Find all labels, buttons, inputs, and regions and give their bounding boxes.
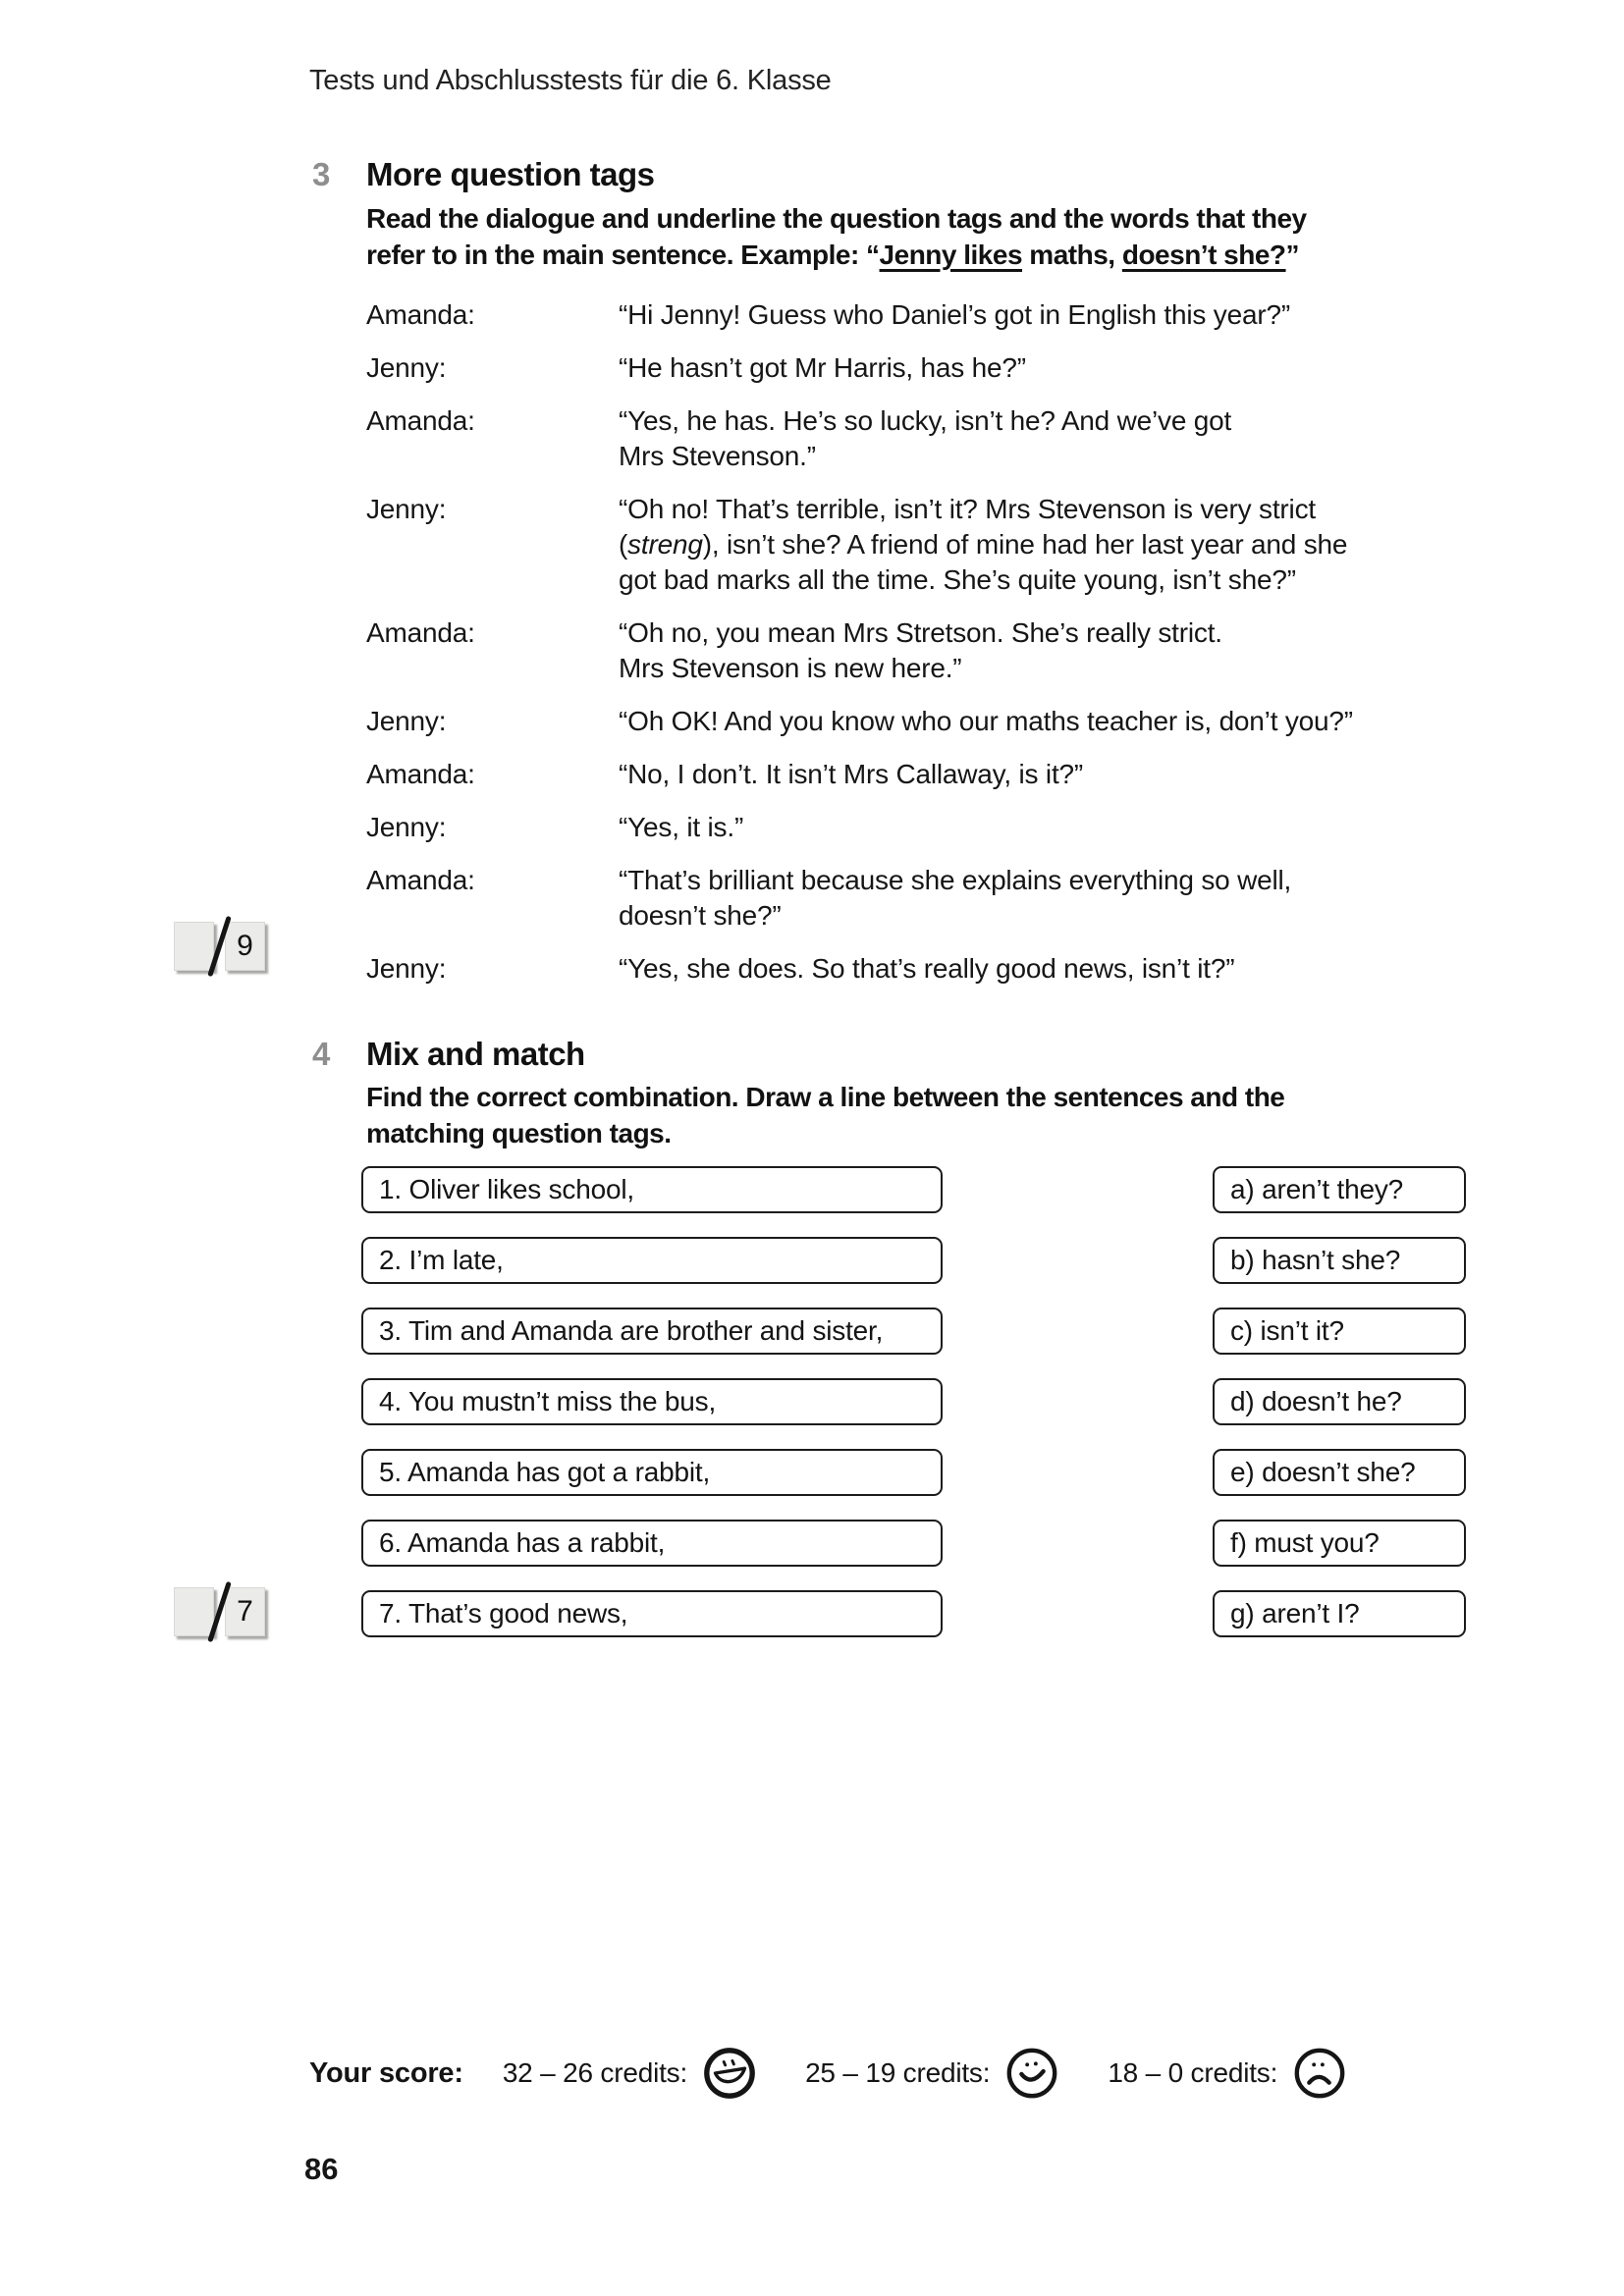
match-sentence-box-6[interactable]: 6. Amanda has a rabbit,: [361, 1520, 943, 1567]
dialogue-speaker: Jenny:: [366, 812, 447, 842]
score-widget-section3: [174, 915, 265, 978]
score-widget-section4: [174, 1580, 265, 1643]
dialogue-text: “Hi Jenny! Guess who Daniel’s got in English this year?”: [619, 299, 1290, 330]
match-sentence-box-3[interactable]: 3. Tim and Amanda are brother and sister,: [361, 1308, 943, 1355]
dialogue-speaker: Amanda:: [366, 865, 475, 895]
dialogue-turn: [366, 863, 1353, 934]
match-tag-box-a[interactable]: a) aren’t they?: [1213, 1166, 1466, 1213]
score-input-box[interactable]: [174, 1587, 214, 1636]
german-gloss: streng: [627, 529, 703, 560]
score-max-box: 7: [225, 1587, 265, 1636]
dialogue-text: “Oh OK! And you know who our maths teacher is, don’t you?”: [619, 706, 1353, 736]
example-underlined-tag: doesn’t she?: [1121, 240, 1286, 270]
score-range-low: 18 – 0 credits:: [1108, 2057, 1278, 2088]
dialogue-text: “Yes, he has. He’s so lucky, isn’t he? And we’ve got Mrs Stevenson.”: [619, 405, 1232, 471]
match-tag-box-f[interactable]: f) must you?: [1213, 1520, 1466, 1567]
dialogue-text: “He hasn’t got Mr Harris, has he?”: [619, 352, 1026, 383]
section-3-heading: [312, 157, 655, 192]
match-sentence-box-2[interactable]: 2. I’m late,: [361, 1237, 943, 1284]
score-range-high: 32 – 26 credits:: [502, 2057, 688, 2088]
dialogue-speaker: Jenny:: [366, 494, 447, 524]
smiling-face-icon: [1003, 2045, 1060, 2102]
dialogue-turn: [366, 492, 1353, 598]
dialogue-speaker: Jenny:: [366, 352, 447, 383]
example-underlined-subject: Jenny likes: [879, 240, 1023, 270]
section-4-instructions: [366, 1079, 1284, 1151]
dialogue-text: “That’s brilliant because she explains everything so well, doesn’t she?”: [619, 865, 1292, 931]
match-tag-box-g[interactable]: g) aren’t I?: [1213, 1590, 1466, 1637]
match-tag-box-b[interactable]: b) hasn’t she?: [1213, 1237, 1466, 1284]
instructions-line-2: matching question tags.: [366, 1118, 672, 1148]
dialogue-speaker: Jenny:: [366, 706, 447, 736]
dialogue-turn: [366, 704, 1353, 739]
dialogue-text: “Oh no! That’s terrible, isn’t it? Mrs Stevenson is very strict (streng), isn’t she? A friend of mine had her last year and she got bad marks all the time. She’s quite young, isn’t she?”: [619, 494, 1348, 595]
dialogue-speaker: Amanda:: [366, 299, 475, 330]
match-tag-box-d[interactable]: d) doesn’t he?: [1213, 1378, 1466, 1425]
match-sentences-column: [361, 1166, 943, 1637]
section-3-number: 3: [312, 156, 330, 192]
section-4-title: Mix and match: [366, 1036, 585, 1072]
match-sentence-box-5[interactable]: 5. Amanda has got a rabbit,: [361, 1449, 943, 1496]
dialogue-turn: [366, 297, 1353, 333]
dialogue-turn: [366, 810, 1353, 845]
match-tag-box-c[interactable]: c) isn’t it?: [1213, 1308, 1466, 1355]
match-tag-box-e[interactable]: e) doesn’t she?: [1213, 1449, 1466, 1496]
dialogue-text: “Yes, she does. So that’s really good news, isn’t it?”: [619, 953, 1235, 984]
grinning-face-icon: [701, 2045, 758, 2102]
section-4-number: 4: [312, 1036, 330, 1072]
dialogue: [366, 297, 1353, 987]
dialogue-speaker: Amanda:: [366, 759, 475, 789]
dialogue-speaker: Amanda:: [366, 617, 475, 648]
dialogue-turn: [366, 403, 1353, 474]
section-3-title: More question tags: [366, 156, 655, 192]
score-footer: [309, 2030, 1348, 2116]
score-input-box[interactable]: [174, 922, 214, 971]
match-sentence-box-4[interactable]: 4. You mustn’t miss the bus,: [361, 1378, 943, 1425]
instructions-line-1: Read the dialogue and underline the question tags and the words that they: [366, 203, 1307, 234]
score-range-mid: 25 – 19 credits:: [805, 2057, 991, 2088]
dialogue-turn: [366, 951, 1353, 987]
instructions-line-2: refer to in the main sentence. Example: “Jenny likes maths, doesn’t she?”: [366, 240, 1300, 270]
instructions-line-1: Find the correct combination. Draw a line between the sentences and the: [366, 1082, 1285, 1112]
match-tags-column: [1213, 1166, 1466, 1637]
frowning-face-icon: [1291, 2045, 1348, 2102]
running-header: Tests und Abschlusstests für die 6. Klasse: [309, 65, 832, 96]
dialogue-text: “No, I don’t. It isn’t Mrs Callaway, is it?”: [619, 759, 1084, 789]
dialogue-turn: [366, 615, 1353, 686]
match-sentence-box-7[interactable]: 7. That’s good news,: [361, 1590, 943, 1637]
section-4-heading: [312, 1037, 585, 1072]
dialogue-speaker: Amanda:: [366, 405, 475, 436]
section-3-instructions: [366, 200, 1307, 273]
dialogue-speaker: Jenny:: [366, 953, 447, 984]
dialogue-text: “Oh no, you mean Mrs Stretson. She’s really strict. Mrs Stevenson is new here.”: [619, 617, 1222, 683]
dialogue-turn: [366, 350, 1353, 386]
your-score-label: Your score:: [309, 2056, 463, 2089]
dialogue-turn: [366, 757, 1353, 792]
score-max-box: 9: [225, 922, 265, 971]
dialogue-text: “Yes, it is.”: [619, 812, 744, 842]
page-number: 86: [304, 2152, 339, 2186]
match-sentence-box-1[interactable]: 1. Oliver likes school,: [361, 1166, 943, 1213]
